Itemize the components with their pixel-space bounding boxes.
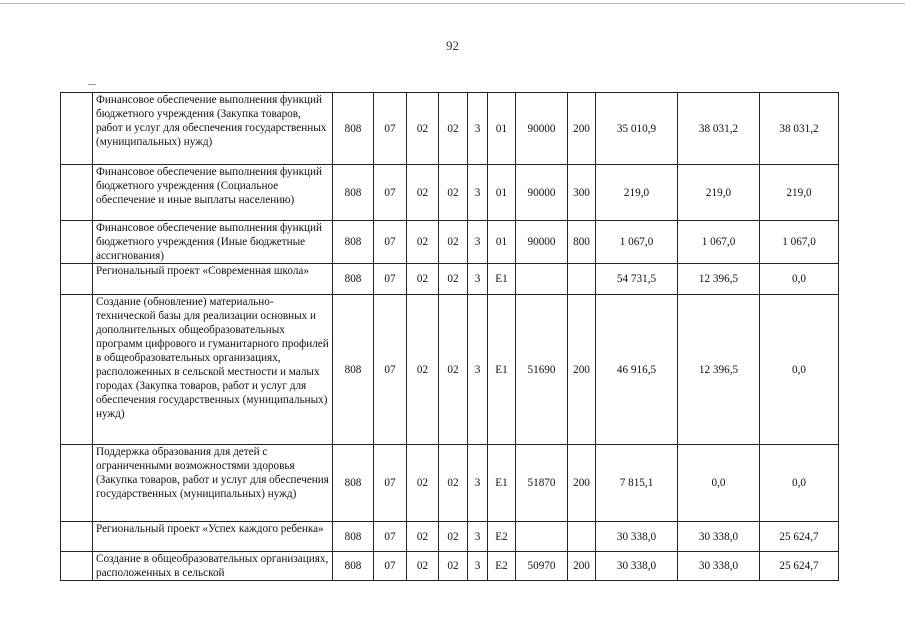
- section-cell: 07: [374, 295, 407, 445]
- page-top-rule: [0, 3, 905, 4]
- expense-type-cell: [568, 522, 596, 552]
- event-cell: 01: [488, 93, 516, 165]
- amount-year1-cell: 219,0: [596, 165, 678, 221]
- amount-year3-cell: 0,0: [760, 264, 839, 295]
- subprogram-cell: 3: [468, 165, 488, 221]
- program-cell: 02: [439, 165, 468, 221]
- expense-type-cell: 300: [568, 165, 596, 221]
- amount-year2-cell: 1 067,0: [678, 221, 760, 264]
- subsection-cell: 02: [407, 552, 439, 581]
- program-cell: 02: [439, 445, 468, 522]
- blank-cell: [61, 165, 93, 221]
- expense-type-cell: 200: [568, 93, 596, 165]
- direction-cell: 90000: [516, 221, 568, 264]
- subsection-cell: 02: [407, 445, 439, 522]
- amount-year1-cell: 1 067,0: [596, 221, 678, 264]
- section-cell: 07: [374, 445, 407, 522]
- direction-cell: 51870: [516, 445, 568, 522]
- section-cell: 07: [374, 264, 407, 295]
- table-row: [61, 295, 839, 445]
- table-row: [61, 221, 839, 264]
- subsection-cell: 02: [407, 93, 439, 165]
- expense-type-cell: 200: [568, 445, 596, 522]
- expense-type-cell: 800: [568, 221, 596, 264]
- event-cell: E1: [488, 264, 516, 295]
- blank-cell: [61, 522, 93, 552]
- amount-year1-cell: 54 731,5: [596, 264, 678, 295]
- subsection-cell: 02: [407, 221, 439, 264]
- admin-code-cell: 808: [333, 221, 374, 264]
- event-cell: E1: [488, 295, 516, 445]
- amount-year1-cell: 46 916,5: [596, 295, 678, 445]
- event-cell: 01: [488, 221, 516, 264]
- event-cell: E2: [488, 552, 516, 581]
- blank-cell: [61, 264, 93, 295]
- subprogram-cell: 3: [468, 295, 488, 445]
- amount-year2-cell: 30 338,0: [678, 552, 760, 581]
- admin-code-cell: 808: [333, 522, 374, 552]
- amount-year3-cell: 0,0: [760, 445, 839, 522]
- expense-type-cell: 200: [568, 552, 596, 581]
- program-cell: 02: [439, 522, 468, 552]
- direction-cell: [516, 522, 568, 552]
- blank-cell: [61, 552, 93, 581]
- blank-cell: [61, 295, 93, 445]
- program-cell: 02: [439, 552, 468, 581]
- section-cell: 07: [374, 93, 407, 165]
- margin-mark: [88, 84, 96, 85]
- item-name-cell: Региональный проект «Успех каждого ребенка»: [93, 522, 333, 552]
- budget-table: [60, 92, 839, 581]
- amount-year2-cell: 12 396,5: [678, 295, 760, 445]
- section-cell: 07: [374, 522, 407, 552]
- section-cell: 07: [374, 552, 407, 581]
- amount-year3-cell: 25 624,7: [760, 552, 839, 581]
- amount-year3-cell: 0,0: [760, 295, 839, 445]
- amount-year3-cell: 38 031,2: [760, 93, 839, 165]
- program-cell: 02: [439, 93, 468, 165]
- section-cell: 07: [374, 221, 407, 264]
- amount-year2-cell: 12 396,5: [678, 264, 760, 295]
- expense-type-cell: [568, 264, 596, 295]
- amount-year2-cell: 38 031,2: [678, 93, 760, 165]
- subprogram-cell: 3: [468, 93, 488, 165]
- admin-code-cell: 808: [333, 165, 374, 221]
- amount-year1-cell: 35 010,9: [596, 93, 678, 165]
- subsection-cell: 02: [407, 295, 439, 445]
- admin-code-cell: 808: [333, 93, 374, 165]
- table-row: [61, 93, 839, 165]
- amount-year3-cell: 25 624,7: [760, 522, 839, 552]
- subsection-cell: 02: [407, 264, 439, 295]
- amount-year3-cell: 219,0: [760, 165, 839, 221]
- table-row: [61, 552, 839, 581]
- table-row: [61, 264, 839, 295]
- item-name-cell: Поддержка образования для детей с ограниченными возможностями здоровья (Закупка товаров, работ и услуг для обеспечения государственных (муниципальных) нужд): [93, 445, 333, 522]
- item-name-cell: Финансовое обеспечение выполнения функций бюджетного учреждения (Социальное обеспечение и иные выплаты населению): [93, 165, 333, 221]
- table-row: [61, 165, 839, 221]
- table-row: [61, 522, 839, 552]
- amount-year2-cell: 219,0: [678, 165, 760, 221]
- direction-cell: 90000: [516, 165, 568, 221]
- subsection-cell: 02: [407, 165, 439, 221]
- subsection-cell: 02: [407, 522, 439, 552]
- item-name-cell: Финансовое обеспечение выполнения функций бюджетного учреждения (Закупка товаров, работ и услуг для обеспечения государственных (муниципальных) нужд): [93, 93, 333, 165]
- subprogram-cell: 3: [468, 221, 488, 264]
- admin-code-cell: 808: [333, 445, 374, 522]
- item-name-cell: Создание в общеобразовательных организациях, расположенных в сельской: [93, 552, 333, 581]
- amount-year1-cell: 30 338,0: [596, 522, 678, 552]
- amount-year2-cell: 0,0: [678, 445, 760, 522]
- blank-cell: [61, 445, 93, 522]
- amount-year3-cell: 1 067,0: [760, 221, 839, 264]
- amount-year1-cell: 30 338,0: [596, 552, 678, 581]
- subprogram-cell: 3: [468, 522, 488, 552]
- direction-cell: 51690: [516, 295, 568, 445]
- direction-cell: 50970: [516, 552, 568, 581]
- program-cell: 02: [439, 264, 468, 295]
- program-cell: 02: [439, 221, 468, 264]
- expense-type-cell: 200: [568, 295, 596, 445]
- subprogram-cell: 3: [468, 445, 488, 522]
- blank-cell: [61, 221, 93, 264]
- subprogram-cell: 3: [468, 264, 488, 295]
- amount-year2-cell: 30 338,0: [678, 522, 760, 552]
- direction-cell: [516, 264, 568, 295]
- event-cell: 01: [488, 165, 516, 221]
- table-row: [61, 445, 839, 522]
- item-name-cell: Региональный проект «Современная школа»: [93, 264, 333, 295]
- subprogram-cell: 3: [468, 552, 488, 581]
- program-cell: 02: [439, 295, 468, 445]
- event-cell: E2: [488, 522, 516, 552]
- event-cell: E1: [488, 445, 516, 522]
- admin-code-cell: 808: [333, 264, 374, 295]
- admin-code-cell: 808: [333, 295, 374, 445]
- page-number: 92: [446, 38, 459, 53]
- blank-cell: [61, 93, 93, 165]
- item-name-cell: Финансовое обеспечение выполнения функций бюджетного учреждения (Иные бюджетные ассигнования): [93, 221, 333, 264]
- section-cell: 07: [374, 165, 407, 221]
- amount-year1-cell: 7 815,1: [596, 445, 678, 522]
- direction-cell: 90000: [516, 93, 568, 165]
- admin-code-cell: 808: [333, 552, 374, 581]
- item-name-cell: Создание (обновление) материально-технической базы для реализации основных и дополнительных общеобразовательных программ цифрового и гуманитарного профилей в общеобразовательных организациях, расположенных в сельской местности и малых городах (Закупка товаров, работ и услуг для обеспечения государственных (муниципальных) нужд): [93, 295, 333, 445]
